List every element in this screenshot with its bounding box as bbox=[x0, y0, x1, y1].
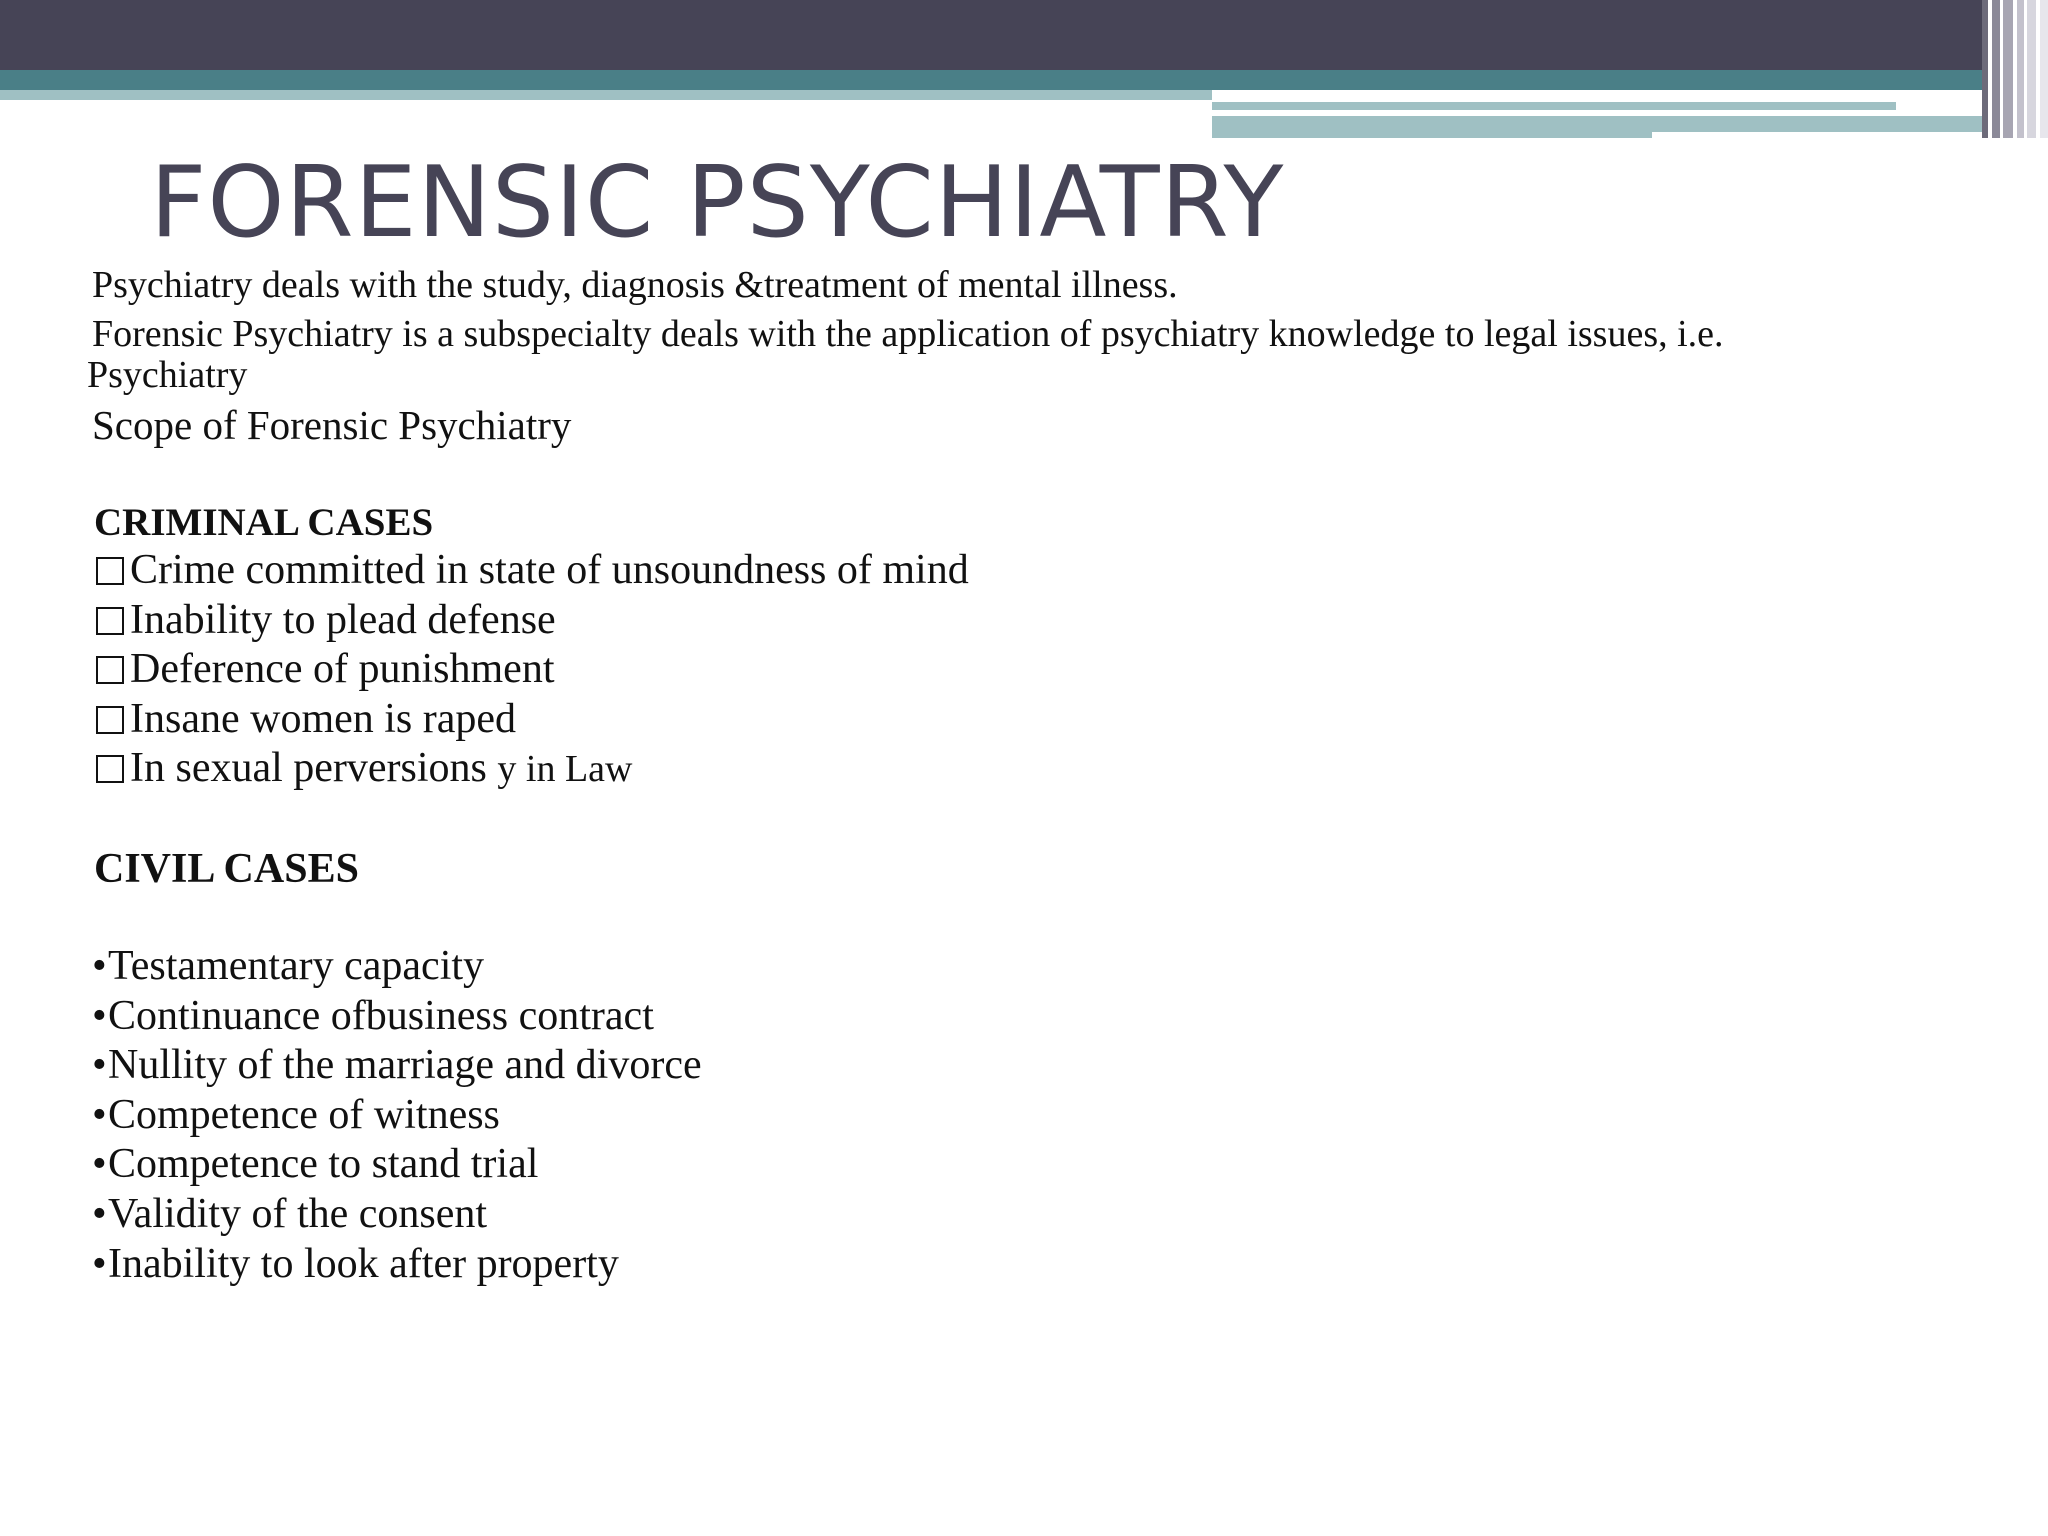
bullet-icon: • bbox=[92, 992, 107, 1039]
list-item: •Inability to look after property bbox=[92, 1240, 702, 1290]
forensic-definition-line2: Psychiatry bbox=[87, 354, 248, 396]
list-item: •Validity of the consent bbox=[92, 1190, 702, 1240]
list-item: •Continuance ofbusiness contract bbox=[92, 992, 702, 1042]
checkbox-icon bbox=[96, 706, 124, 734]
header-band-teal bbox=[0, 70, 2048, 90]
list-item: In sexual perversions y in Law bbox=[94, 744, 969, 795]
list-item: Insane women is raped bbox=[94, 695, 969, 745]
header-gap bbox=[1212, 90, 2048, 102]
header-band-light-right-short bbox=[1652, 116, 1982, 132]
checkbox-icon bbox=[96, 557, 124, 585]
header-band-light-right bbox=[1212, 102, 1896, 110]
list-item-suffix: y in Law bbox=[497, 748, 633, 791]
header-band-light bbox=[0, 90, 1212, 100]
checkbox-icon bbox=[96, 607, 124, 635]
header-corner-stripes bbox=[1982, 0, 2048, 138]
civil-cases-list bbox=[92, 942, 702, 1289]
slide-title: FORENSIC PSYCHIATRY bbox=[150, 146, 1285, 260]
bullet-icon: • bbox=[92, 943, 107, 989]
list-item: •Competence of witness bbox=[92, 1091, 702, 1141]
list-item: Inability to plead defense bbox=[94, 596, 969, 646]
checkbox-icon bbox=[96, 755, 124, 783]
civil-cases-heading: CIVIL CASES bbox=[94, 846, 359, 892]
bullet-icon: • bbox=[92, 1042, 107, 1089]
forensic-definition-line1: Forensic Psychiatry is a subspecialty deals with the application of psychiatry knowledge to legal issues, i.e. bbox=[92, 313, 1724, 355]
header-band-dark bbox=[0, 0, 2048, 70]
bullet-icon: • bbox=[92, 1141, 107, 1188]
forensic-definition bbox=[87, 311, 1992, 396]
list-item: Deference of punishment bbox=[94, 645, 969, 695]
bullet-icon: • bbox=[92, 1190, 107, 1237]
bullet-icon: • bbox=[92, 1240, 107, 1287]
list-item: •Testamentary capacity bbox=[92, 942, 702, 992]
definition-text: Psychiatry deals with the study, diagnosis &treatment of mental illness. bbox=[92, 264, 1178, 306]
scope-heading: Scope of Forensic Psychiatry bbox=[92, 402, 572, 448]
checkbox-icon bbox=[96, 656, 124, 684]
list-item: •Nullity of the marriage and divorce bbox=[92, 1041, 702, 1091]
list-item: •Competence to stand trial bbox=[92, 1140, 702, 1190]
criminal-cases-heading: CRIMINAL CASES bbox=[94, 501, 434, 544]
header-band-light-right-lower bbox=[1212, 116, 1652, 138]
list-item: Crime committed in state of unsoundness of mind bbox=[94, 546, 969, 596]
bullet-icon: • bbox=[92, 1091, 107, 1138]
criminal-cases-list bbox=[94, 546, 969, 795]
